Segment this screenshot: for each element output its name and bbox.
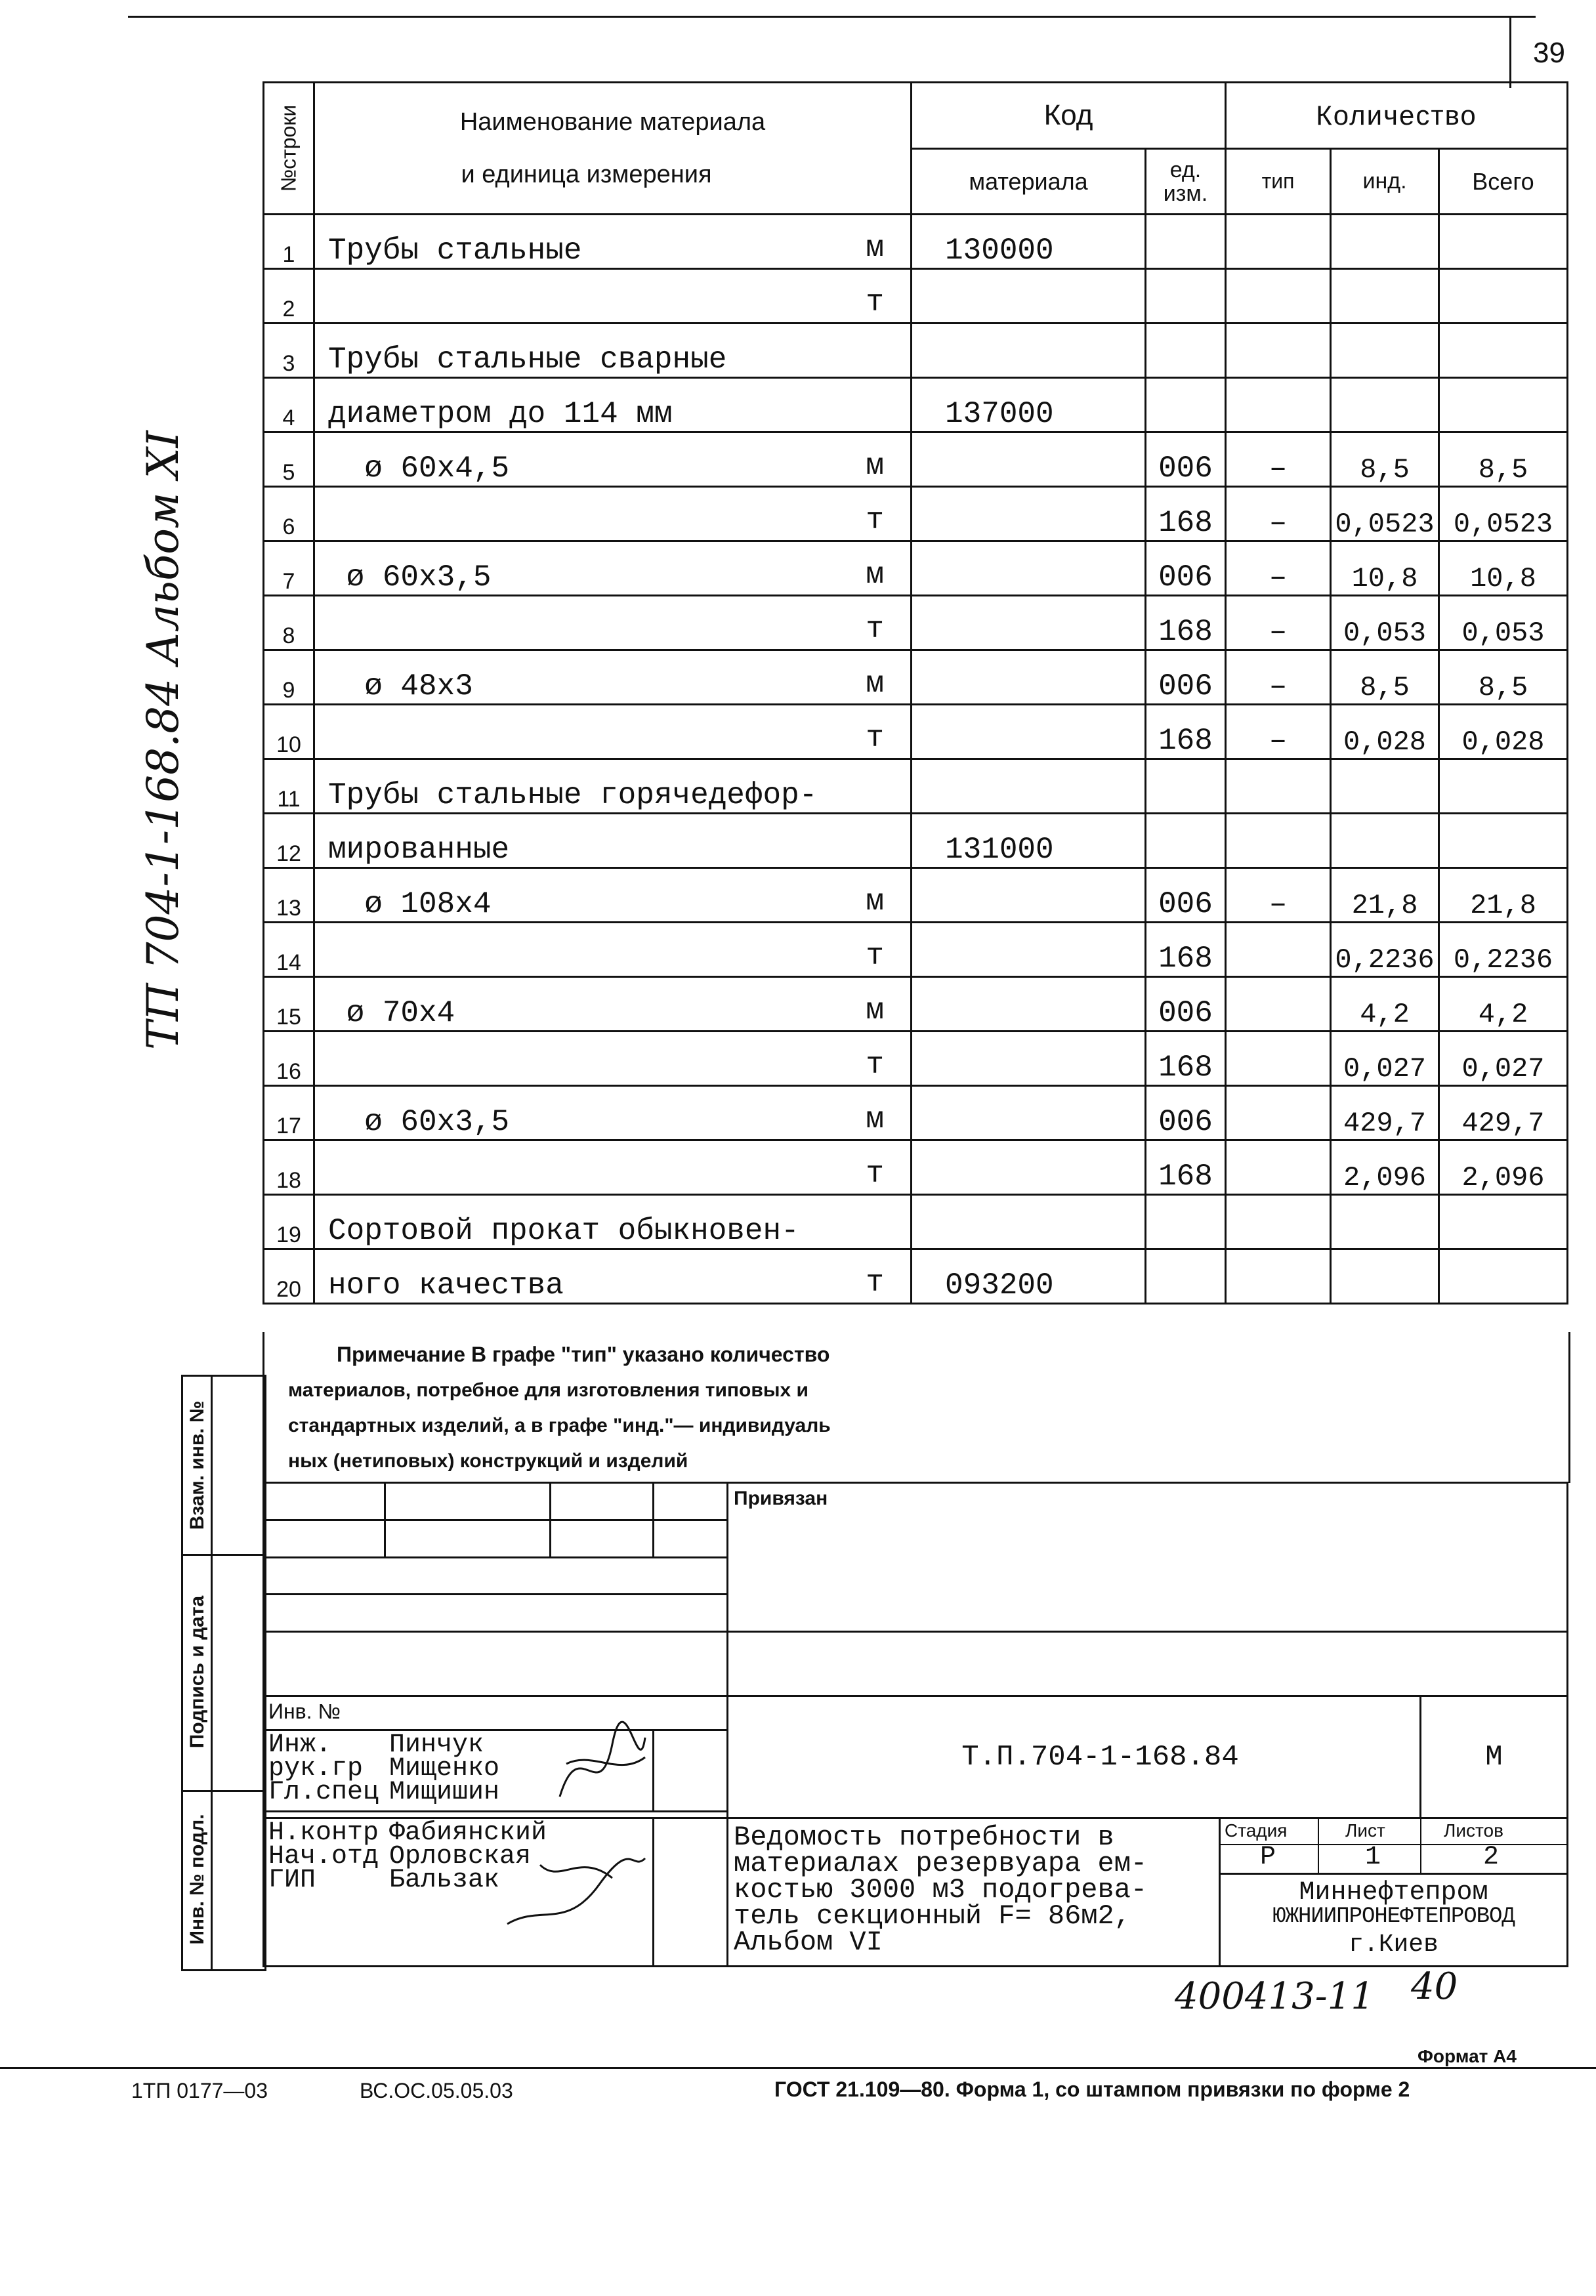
unit-code: [1146, 759, 1226, 814]
sheet-value: 1: [1365, 1842, 1381, 1872]
unit-code: 168: [1146, 487, 1226, 541]
qty-type: [1226, 215, 1331, 269]
qty-total: [1439, 814, 1568, 868]
unit-code: 006: [1146, 977, 1226, 1032]
material-name: ного качества т: [314, 1249, 912, 1304]
qty-ind: 0,027: [1331, 1032, 1439, 1086]
row-number: 19: [264, 1195, 314, 1249]
material-name: диаметром до 114 мм: [314, 378, 912, 432]
qty-ind: [1331, 269, 1439, 324]
qty-type: [1226, 1032, 1331, 1086]
qty-total: 10,8: [1439, 541, 1568, 596]
qty-total: 0,053: [1439, 596, 1568, 650]
stage-label: Стадия: [1225, 1820, 1288, 1841]
qty-ind: 8,5: [1331, 650, 1439, 705]
material-code: [912, 487, 1146, 541]
note-line-2: материалов, потребное для изготовления типовых и: [288, 1379, 808, 1401]
qty-type: –: [1226, 541, 1331, 596]
title-block: [262, 1482, 1568, 1967]
qty-total: 429,7: [1439, 1086, 1568, 1140]
material-unit: т: [866, 1157, 884, 1191]
qty-ind: [1331, 814, 1439, 868]
table-row: [264, 269, 1568, 324]
material-unit: м: [866, 558, 884, 592]
material-code: [912, 650, 1146, 705]
table-row: [264, 541, 1568, 596]
table-row: [264, 324, 1568, 378]
unit-code: [1146, 269, 1226, 324]
material-name: [314, 487, 912, 541]
qty-ind: 0,2236: [1331, 923, 1439, 977]
unit-code: 168: [1146, 1032, 1226, 1086]
row-number: 13: [264, 868, 314, 923]
material-name: ø 60х3,5 м: [314, 541, 912, 596]
table-row: [264, 923, 1568, 977]
material-name: ø 108х4 м: [314, 868, 912, 923]
qty-total: 0,2236: [1439, 923, 1568, 977]
qty-ind: [1331, 215, 1439, 269]
sheet-title-cell: Ведомость потребности в материалах резервуара ем- костью 3000 м3 подогрева- тель секционный F= 86м2, Альбом VI: [728, 1818, 1220, 1966]
unit-code-header: ед. изм.: [1146, 149, 1226, 215]
material-unit: т: [866, 285, 884, 320]
table-row: [264, 705, 1568, 759]
signature-scribble-1: [553, 1718, 652, 1816]
material-code: [912, 923, 1146, 977]
qty-ind: 8,5: [1331, 432, 1439, 487]
city: г.Киев: [1349, 1930, 1438, 1959]
qty-ind: [1331, 324, 1439, 378]
handwritten-page: 40: [1411, 1965, 1458, 2008]
table-row: [264, 487, 1568, 541]
material-code: [912, 705, 1146, 759]
material-name: ø 70х4 м: [314, 977, 912, 1032]
stage-value: Р: [1260, 1842, 1276, 1872]
qty-type: [1226, 1140, 1331, 1195]
qty-ind: 4,2: [1331, 977, 1439, 1032]
material-unit: т: [866, 1048, 884, 1082]
qty-type: [1226, 1249, 1331, 1304]
material-name: [314, 923, 912, 977]
material-code: [912, 1086, 1146, 1140]
qty-type: [1226, 269, 1331, 324]
material-code: 131000: [912, 814, 1146, 868]
material-unit: т: [866, 721, 884, 755]
material-unit: т: [866, 1266, 884, 1300]
row-number: 10: [264, 705, 314, 759]
qty-total: [1439, 215, 1568, 269]
unit-code: [1146, 324, 1226, 378]
qty-total: 0,028: [1439, 705, 1568, 759]
qty-ind: 21,8: [1331, 868, 1439, 923]
qty-total: 0,027: [1439, 1032, 1568, 1086]
unit-code: [1146, 215, 1226, 269]
table-row: [264, 378, 1568, 432]
footer-rule: [0, 2067, 1596, 2069]
unit-code: 168: [1146, 1140, 1226, 1195]
unit-code: [1146, 814, 1226, 868]
material-code: [912, 596, 1146, 650]
format-label: Формат А4: [1418, 2046, 1517, 2066]
handwritten-number: 400413-11: [1175, 1975, 1374, 2018]
row-number: 2: [264, 269, 314, 324]
qty-total: 8,5: [1439, 650, 1568, 705]
institute: ЮЖНИИПРОНЕФТЕПРОВОД: [1272, 1904, 1515, 1929]
page-number: 39: [1533, 37, 1565, 69]
sign-date-label: Подпись и дата: [186, 1595, 208, 1749]
material-unit: т: [866, 939, 884, 973]
ind-qty-header: инд.: [1331, 149, 1439, 215]
material-code: [912, 1140, 1146, 1195]
qty-type: [1226, 324, 1331, 378]
row-number: 15: [264, 977, 314, 1032]
row-number: 7: [264, 541, 314, 596]
qty-type: –: [1226, 487, 1331, 541]
qty-total: [1439, 269, 1568, 324]
unit-code: 168: [1146, 705, 1226, 759]
top-rule: [128, 16, 1536, 18]
qty-type: [1226, 814, 1331, 868]
qty-ind: [1331, 1195, 1439, 1249]
qty-ind: [1331, 1249, 1439, 1304]
table-row: [264, 1195, 1568, 1249]
table-row: [264, 432, 1568, 487]
inv-podl-label: Инв. № подл.: [186, 1814, 208, 1945]
stage-org-cell: [1220, 1818, 1568, 1966]
qty-total: 2,096: [1439, 1140, 1568, 1195]
qty-total: [1439, 759, 1568, 814]
note-line-1: Примечание В графе "тип" указано количество: [337, 1343, 830, 1366]
material-code: [912, 269, 1146, 324]
qty-type: [1226, 759, 1331, 814]
sheets-label: Листов: [1444, 1820, 1503, 1841]
unit-code: [1146, 1195, 1226, 1249]
material-name: [314, 269, 912, 324]
qty-ind: 10,8: [1331, 541, 1439, 596]
qty-type: [1226, 1086, 1331, 1140]
qty-type: [1226, 977, 1331, 1032]
row-number: 1: [264, 215, 314, 269]
table-row: [264, 1032, 1568, 1086]
material-name: Сортовой прокат обыкновен-: [314, 1195, 912, 1249]
unit-code: [1146, 1249, 1226, 1304]
quantity-header: Количество: [1226, 83, 1568, 149]
type-qty-header: тип: [1226, 149, 1331, 215]
material-name: Трубы стальные м: [314, 215, 912, 269]
qty-ind: 0,0523: [1331, 487, 1439, 541]
material-unit: м: [866, 231, 884, 265]
row-number: 18: [264, 1140, 314, 1195]
table-row: [264, 215, 1568, 269]
signatures-upper: Инж. рук.гр Гл.спец Пинчук Мищенко Мищишин: [264, 1730, 654, 1811]
letter-cell: М: [1421, 1696, 1568, 1818]
material-code: [912, 432, 1146, 487]
note-line-3: стандартных изделий, а в графе "инд."— индивидуаль: [288, 1415, 831, 1436]
material-name: [314, 1140, 912, 1195]
qty-type: –: [1226, 432, 1331, 487]
qty-ind: 0,053: [1331, 596, 1439, 650]
qty-total: 0,0523: [1439, 487, 1568, 541]
row-number: 20: [264, 1249, 314, 1304]
qty-total: [1439, 1249, 1568, 1304]
materials-table: [262, 81, 1568, 1305]
unit-code: 006: [1146, 868, 1226, 923]
material-name: ø 48х3 м: [314, 650, 912, 705]
row-number: 4: [264, 378, 314, 432]
material-code: [912, 759, 1146, 814]
qty-total: [1439, 378, 1568, 432]
material-unit: м: [866, 885, 884, 919]
material-unit: т: [866, 612, 884, 646]
row-number: 9: [264, 650, 314, 705]
row-number: 11: [264, 759, 314, 814]
name-header: Наименование материала и единица измерения: [314, 83, 912, 215]
row-number: 12: [264, 814, 314, 868]
material-name: ø 60х4,5 м: [314, 432, 912, 487]
code-header: Код: [912, 83, 1226, 149]
qty-ind: 429,7: [1331, 1086, 1439, 1140]
table-row: [264, 814, 1568, 868]
table-row: [264, 977, 1568, 1032]
side-stamp: [181, 1375, 266, 1971]
qty-type: –: [1226, 596, 1331, 650]
note-block: [262, 1332, 1570, 1483]
qty-total: [1439, 324, 1568, 378]
table-row: [264, 650, 1568, 705]
unit-code: 006: [1146, 650, 1226, 705]
material-code: 130000: [912, 215, 1146, 269]
unit-code: 168: [1146, 596, 1226, 650]
table-row: [264, 759, 1568, 814]
qty-ind: 0,028: [1331, 705, 1439, 759]
material-code: [912, 1195, 1146, 1249]
unit-code: 006: [1146, 432, 1226, 487]
footer-left-code: 1ТП 0177—03: [131, 2079, 268, 2102]
material-unit: м: [866, 667, 884, 701]
material-name: Трубы стальные горячедефор-: [314, 759, 912, 814]
unit-code: [1146, 378, 1226, 432]
material-unit: м: [866, 449, 884, 483]
inv-no-cell: Инв. №: [264, 1696, 728, 1730]
material-unit: м: [866, 993, 884, 1028]
unit-code: 006: [1146, 1086, 1226, 1140]
qty-type: [1226, 378, 1331, 432]
sheets-value: 2: [1483, 1842, 1500, 1872]
row-number: 5: [264, 432, 314, 487]
row-number: 17: [264, 1086, 314, 1140]
privyazan-cell: Привязан: [728, 1483, 1568, 1632]
signatures-lower: Н.контр Нач.отд ГИП Фабиянский Орловская Бальзак: [264, 1818, 654, 1966]
material-code: [912, 541, 1146, 596]
qty-ind: [1331, 378, 1439, 432]
vzam-inv-label: Взам. инв. №: [186, 1400, 208, 1530]
material-name: [314, 596, 912, 650]
designation-cell: Т.П.704-1-168.84: [728, 1696, 1421, 1818]
row-number: 14: [264, 923, 314, 977]
ministry: Миннефтепром: [1299, 1877, 1488, 1908]
material-code: [912, 1032, 1146, 1086]
material-code: [912, 324, 1146, 378]
signature-scribble-2: [501, 1845, 652, 1937]
table-row: [264, 868, 1568, 923]
qty-total: [1439, 1195, 1568, 1249]
material-name: мированные: [314, 814, 912, 868]
table-row: [264, 1140, 1568, 1195]
album-side-label: ТП 704-1-168.84 Альбом XI: [138, 430, 188, 1050]
qty-type: –: [1226, 650, 1331, 705]
qty-type: [1226, 923, 1331, 977]
material-code: 137000: [912, 378, 1146, 432]
row-number: 8: [264, 596, 314, 650]
footer-left-code-2: ВС.ОС.05.05.03: [360, 2079, 513, 2102]
table-row: [264, 596, 1568, 650]
qty-type: –: [1226, 705, 1331, 759]
qty-total: 8,5: [1439, 432, 1568, 487]
gost-form-line: ГОСТ 21.109—80. Форма 1, со штампом привязки по форме 2: [774, 2077, 1410, 2101]
material-unit: т: [866, 503, 884, 537]
material-code: [912, 868, 1146, 923]
qty-ind: [1331, 759, 1439, 814]
note-line-4: ных (нетиповых) конструкций и изделий: [288, 1450, 688, 1472]
material-name: [314, 1032, 912, 1086]
qty-total: 21,8: [1439, 868, 1568, 923]
unit-code: 168: [1146, 923, 1226, 977]
row-number: 3: [264, 324, 314, 378]
unit-code: 006: [1146, 541, 1226, 596]
table-row: [264, 1249, 1568, 1304]
table-row: [264, 1086, 1568, 1140]
qty-ind: 2,096: [1331, 1140, 1439, 1195]
material-name: Трубы стальные сварные: [314, 324, 912, 378]
material-code: [912, 977, 1146, 1032]
material-name: [314, 705, 912, 759]
material-name: ø 60х3,5 м: [314, 1086, 912, 1140]
qty-total: 4,2: [1439, 977, 1568, 1032]
row-number: 16: [264, 1032, 314, 1086]
total-qty-header: Всего: [1439, 149, 1568, 215]
qty-type: [1226, 1195, 1331, 1249]
row-number: 6: [264, 487, 314, 541]
sheet-label: Лист: [1345, 1820, 1385, 1841]
material-code: 093200: [912, 1249, 1146, 1304]
qty-type: –: [1226, 868, 1331, 923]
material-code-header: материала: [912, 149, 1146, 215]
material-unit: м: [866, 1102, 884, 1137]
row-number-header: №строки: [264, 83, 314, 215]
